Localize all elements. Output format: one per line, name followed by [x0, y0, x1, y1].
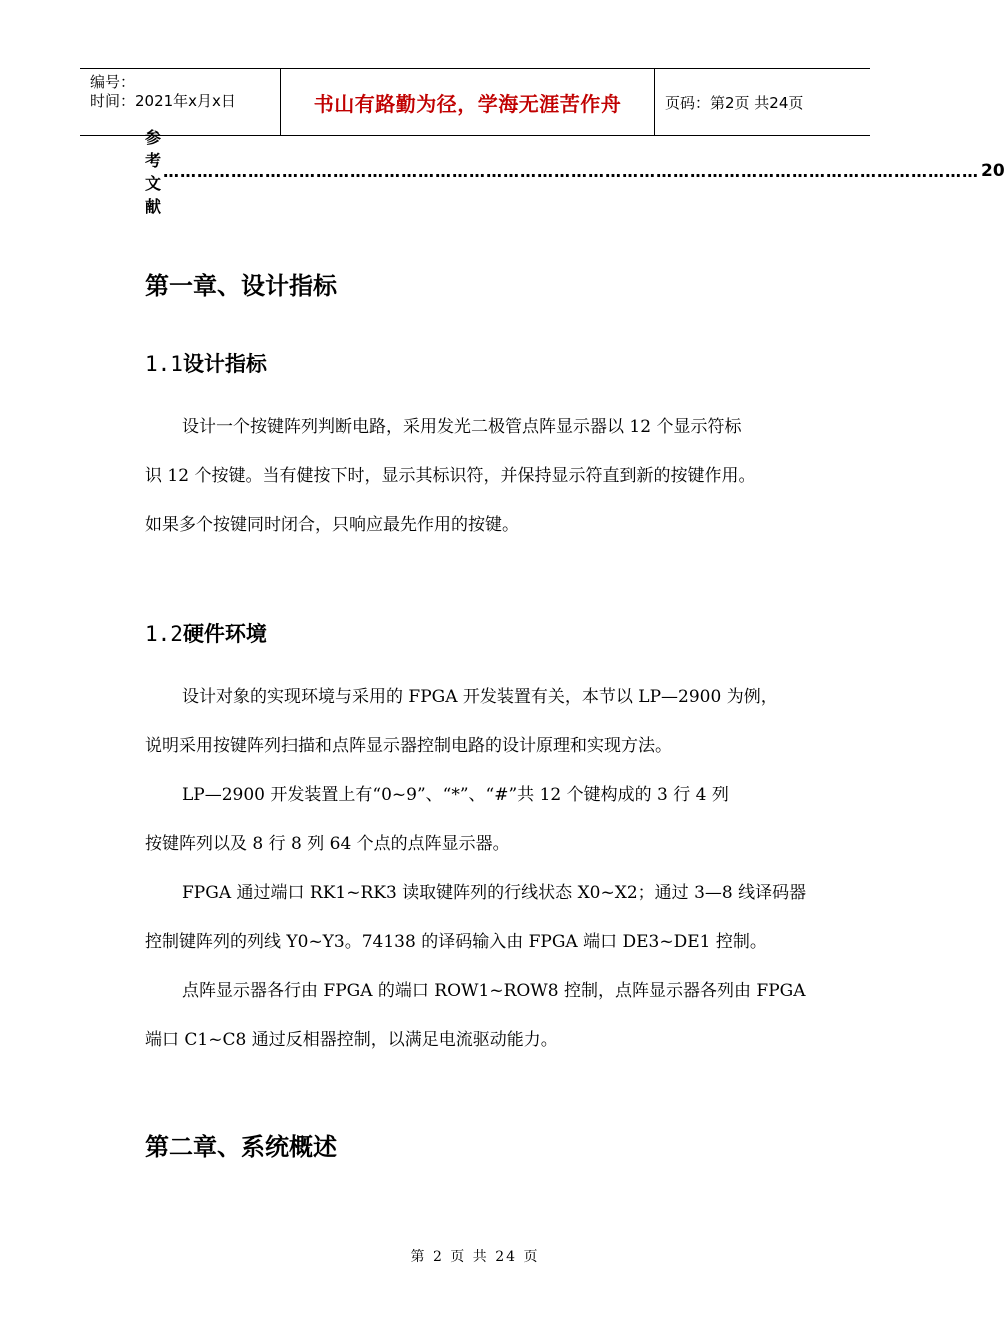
section-1-2-heading	[145, 618, 267, 648]
section-1-2-title: 硬件环境	[182, 621, 267, 646]
paragraph-line: 设计对象的实现环境与采用的 FPGA 开发装置有关，本节以 LP—2900 为例，	[182, 687, 778, 707]
paragraph-line: 点阵显示器各行由 FPGA 的端口 ROW1~ROW8 控制，点阵显示器各列由 FPGA	[182, 981, 806, 1001]
header-motto: 书山有路勤为径，学海无涯苦作舟	[281, 69, 655, 135]
section-1-2-paragraph	[145, 673, 815, 1065]
section-1-1-paragraph	[145, 403, 815, 550]
section-1-1-title: 设计指标	[182, 351, 267, 376]
section-1-1-heading	[145, 348, 267, 378]
header-page-info: 页码：第2页 共24页	[665, 93, 804, 112]
chapter-2-heading: 第二章、系统概述	[145, 1133, 337, 1161]
page-footer: 第 2 页 共 24 页	[410, 1249, 540, 1265]
paragraph-line: 控制键阵列的列线 Y0~Y3。74138 的译码输入由 FPGA 端口 DE3~DE1 控制。	[145, 932, 767, 952]
paragraph-line: 按键阵列以及 8 行 8 列 64 个点的点阵显示器。	[145, 834, 510, 854]
chapter-1-heading: 第一章、设计指标	[145, 272, 337, 300]
paragraph-line: 如果多个按键同时闭合，只响应最先作用的按键。	[145, 515, 519, 535]
paragraph-line: LP—2900 开发装置上有“0~9”、“*”、“#”共 12 个键构成的 3 行 4 列	[182, 785, 729, 805]
paragraph-line: 端口 C1~C8 通过反相器控制，以满足电流驱动能力。	[145, 1030, 558, 1050]
toc-entry-label: 参考文献	[145, 128, 162, 216]
document-header	[80, 68, 870, 136]
toc-entry-page: 20	[981, 161, 1005, 181]
section-1-2-number: 1.2	[145, 622, 183, 646]
section-1-1-number: 1.1	[145, 352, 183, 376]
header-meta	[80, 69, 281, 135]
header-time-label: 时间：2021年x月x日	[90, 92, 236, 110]
paragraph-line: 说明采用按键阵列扫描和点阵显示器控制电路的设计原理和实现方法。	[145, 736, 672, 756]
header-number-label: 编号：	[90, 73, 136, 91]
paragraph-line: 设计一个按键阵列判断电路，采用发光二极管点阵显示器以 12 个显示符标	[182, 417, 742, 437]
toc-entry	[145, 128, 1005, 216]
paragraph-line: FPGA 通过端口 RK1~RK3 读取键阵列的行线状态 X0~X2；通过 3—8 线译码器	[182, 883, 807, 903]
paragraph-line: 识 12 个按键。当有健按下时，显示其标识符，并保持显示符直到新的按键作用。	[145, 466, 756, 486]
toc-leader-dots: ………………………………………………………………………………………………………………………………	[163, 161, 980, 181]
